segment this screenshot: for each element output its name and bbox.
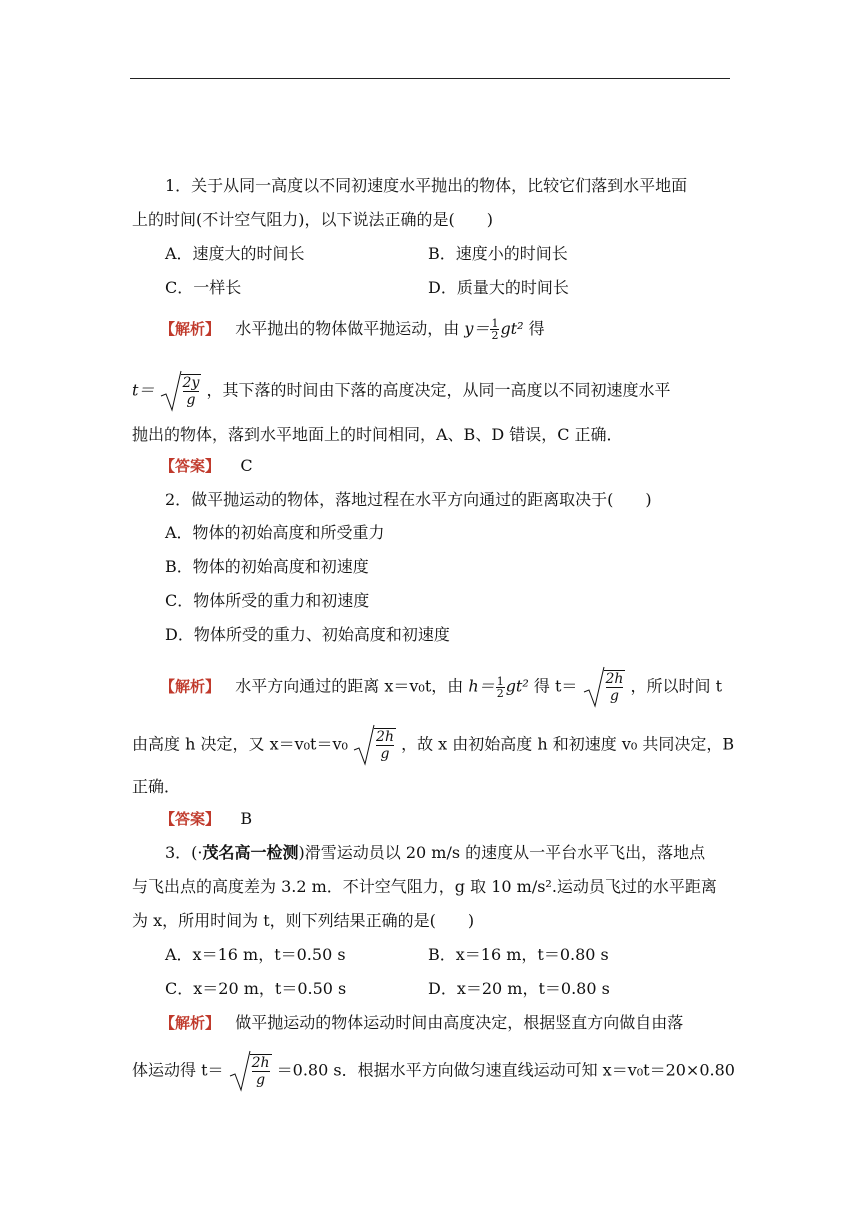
q2-half-frac: $\frac{1}{2}$ bbox=[496, 674, 504, 700]
q1-jiexi-line2 bbox=[132, 370, 670, 412]
q1-jiexi-label: 【解析】 bbox=[160, 320, 221, 338]
q3-sqrt-2h-g: 2h g bbox=[229, 1050, 272, 1092]
q3-jiexi-text3: ＝0.80 s．根据水平方向做匀速直线运动可知 x＝v₀t＝20×0.80 bbox=[276, 1060, 735, 1080]
q3-jiexi-line1 bbox=[160, 1012, 683, 1034]
q3-stem-line1: 3．(·茂名高一检测)滑雪运动员以 20 m/s 的速度从一平台水平飞出，落地点 bbox=[165, 843, 706, 862]
q1-jiexi-line1 bbox=[160, 318, 545, 341]
q1-option-d: D．质量大的时间长 bbox=[428, 278, 569, 297]
q2-jiexi-line3: 正确． bbox=[132, 777, 181, 796]
q1-option-b: B．速度小的时间长 bbox=[428, 244, 568, 263]
q3-option-a: A．x＝16 m，t＝0.50 s bbox=[165, 945, 346, 964]
q2-jiexi-text4: 由高度 h 决定，又 x＝v₀t＝v₀ bbox=[132, 734, 348, 754]
q2-option-a: A．物体的初始高度和所受重力 bbox=[165, 523, 385, 542]
q1-answer-line bbox=[160, 455, 253, 477]
header-rule bbox=[130, 78, 730, 79]
q1-stem-line2: 上的时间(不计空气阻力)，以下说法正确的是( ) bbox=[132, 210, 493, 229]
q1-sqrt-2y-g: 2y g bbox=[160, 370, 202, 412]
q2-answer-label: 【答案】 bbox=[160, 810, 221, 828]
q2-option-b: B．物体的初始高度和初速度 bbox=[165, 557, 369, 576]
q1-jiexi-text1: 水平抛出的物体做平抛运动，由 bbox=[235, 319, 460, 338]
q3-jiexi-label: 【解析】 bbox=[160, 1014, 221, 1032]
q3-jiexi-line2 bbox=[132, 1050, 735, 1092]
q3-option-d: D．x＝20 m，t＝0.80 s bbox=[428, 979, 610, 998]
q3-jiexi-text2: 体运动得 t＝ bbox=[132, 1060, 224, 1080]
q1-jiexi-text2: 得 bbox=[528, 319, 545, 338]
q1-y-eq: y＝ bbox=[464, 319, 490, 338]
q3-stem-line3: 为 x，所用时间为 t，则下列结果正确的是( ) bbox=[132, 911, 475, 930]
q2-jiexi-text1: 水平方向通过的距离 x＝v₀t，由 bbox=[235, 676, 464, 696]
q2-jiexi-line2 bbox=[132, 724, 734, 766]
q1-stem-line1: 1．关于从同一高度以不同初速度水平抛出的物体，比较它们落到水平地面 bbox=[165, 176, 688, 195]
q2-option-d: D．物体所受的重力、初始高度和初速度 bbox=[165, 625, 450, 644]
q1-option-a: A．速度大的时间长 bbox=[165, 244, 305, 263]
q1-answer-label: 【答案】 bbox=[160, 457, 221, 475]
q1-answer: C bbox=[240, 456, 253, 475]
q1-jiexi-line3: 抛出的物体，落到水平地面上的时间相同，A、B、D 错误，C 正确． bbox=[132, 425, 623, 444]
q2-h-eq: h＝ bbox=[468, 676, 495, 696]
q2-jiexi-text5: ，故 x 由初始高度 h 和初速度 v₀ 共同决定，B bbox=[401, 734, 735, 754]
q3-jiexi-text1: 做平抛运动的物体运动时间由高度决定，根据竖直方向做自由落 bbox=[235, 1013, 684, 1032]
q3-source: 茂名高一检测 bbox=[202, 843, 299, 862]
q1-half-frac: $\frac{1}{2}$ bbox=[491, 317, 499, 342]
q2-jiexi-text3: ，所以时间 t bbox=[630, 676, 723, 696]
q2-answer-line bbox=[160, 808, 252, 830]
q2-jiexi-text2: 得 t＝ bbox=[533, 676, 578, 696]
q3-stem-line2: 与飞出点的高度差为 3.2 m．不计空气阻力，g 取 10 m/s².运动员飞过的水平距离 bbox=[132, 877, 717, 896]
q1-gt2: gt² bbox=[500, 319, 524, 338]
q2-sqrt-2h-g-b: 2h g bbox=[353, 724, 396, 766]
q1-jiexi-text3: ，其下落的时间由下落的高度决定，从同一高度以不同初速度水平 bbox=[206, 380, 671, 400]
q3-option-c: C．x＝20 m，t＝0.50 s bbox=[165, 979, 347, 998]
q2-option-c: C．物体所受的重力和初速度 bbox=[165, 591, 370, 610]
q1-t-eq: t＝ bbox=[132, 380, 155, 400]
q3-option-b: B．x＝16 m，t＝0.80 s bbox=[428, 945, 609, 964]
q2-stem: 2．做平抛运动的物体，落地过程在水平方向通过的距离取决于( ) bbox=[165, 490, 652, 509]
q1-option-c: C．一样长 bbox=[165, 278, 242, 297]
q2-jiexi-line1 bbox=[160, 666, 722, 708]
q2-gt2: gt² bbox=[505, 676, 529, 696]
q2-jiexi-label: 【解析】 bbox=[160, 677, 221, 696]
q2-answer: B bbox=[240, 809, 253, 828]
q2-sqrt-2h-g-a: 2h g bbox=[583, 666, 626, 708]
